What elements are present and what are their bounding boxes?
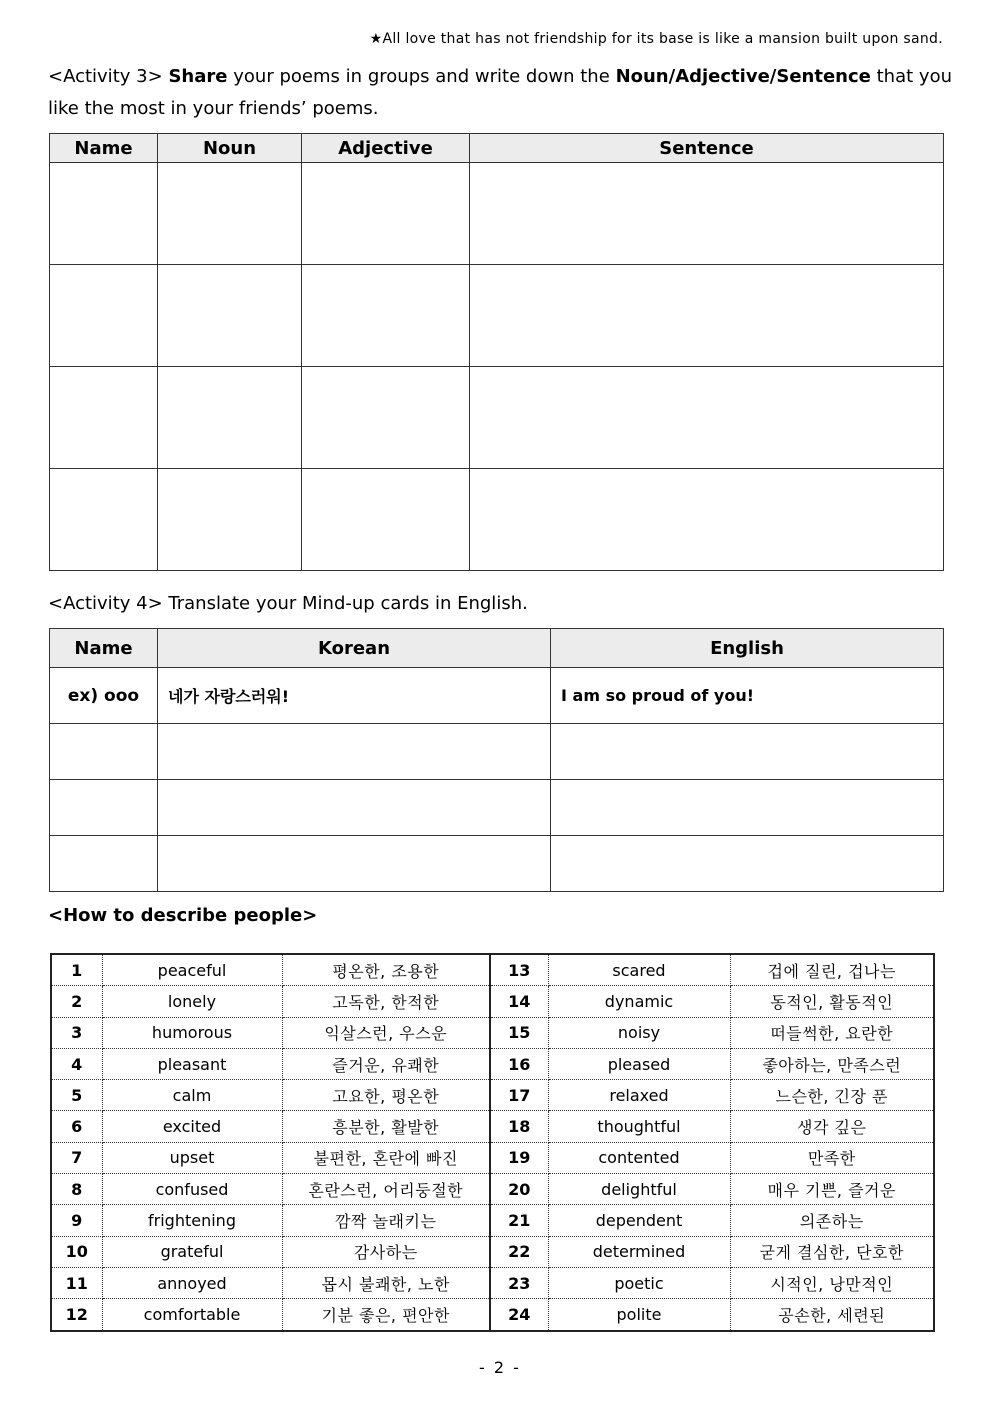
example-name: ex) ooo bbox=[50, 668, 158, 724]
activity-3-middle: your poems in groups and write down the bbox=[227, 66, 616, 87]
vocab-english: peaceful bbox=[102, 954, 282, 986]
header-korean: Korean bbox=[158, 629, 551, 668]
vocab-row bbox=[51, 1267, 934, 1298]
vocab-number: 16 bbox=[490, 1048, 548, 1079]
vocab-english: confused bbox=[102, 1174, 282, 1205]
vocab-english: annoyed bbox=[102, 1267, 282, 1298]
vocab-korean: 고요한, 평온한 bbox=[282, 1080, 490, 1111]
vocab-row bbox=[51, 954, 934, 986]
english-cell[interactable] bbox=[551, 780, 944, 836]
vocab-english: upset bbox=[102, 1142, 282, 1173]
activity-4-header-row bbox=[50, 629, 944, 668]
vocab-number: 15 bbox=[490, 1017, 548, 1048]
table-row bbox=[50, 469, 944, 571]
sentence-cell[interactable] bbox=[470, 367, 944, 469]
activity-3-prefix: <Activity 3> bbox=[48, 66, 169, 87]
table-row bbox=[50, 724, 944, 780]
activity-3-instruction bbox=[48, 61, 952, 125]
name-cell[interactable] bbox=[50, 836, 158, 892]
vocab-korean: 시적인, 낭만적인 bbox=[730, 1267, 934, 1298]
vocab-korean: 겁에 질린, 겁나는 bbox=[730, 954, 934, 986]
name-cell[interactable] bbox=[50, 724, 158, 780]
vocab-number: 20 bbox=[490, 1174, 548, 1205]
activity-3-suffix: that you like the most in your friends’ poems. bbox=[48, 66, 953, 119]
header-name: Name bbox=[50, 629, 158, 668]
vocab-korean: 매우 기쁜, 즐거운 bbox=[730, 1174, 934, 1205]
vocab-korean: 감사하는 bbox=[282, 1236, 490, 1267]
korean-cell[interactable] bbox=[158, 780, 551, 836]
vocab-korean: 익살스런, 우스운 bbox=[282, 1017, 490, 1048]
vocab-number: 3 bbox=[51, 1017, 102, 1048]
adjective-cell[interactable] bbox=[302, 265, 470, 367]
vocab-english: poetic bbox=[548, 1267, 730, 1298]
vocab-english: determined bbox=[548, 1236, 730, 1267]
sentence-cell[interactable] bbox=[470, 163, 944, 265]
korean-cell[interactable] bbox=[158, 836, 551, 892]
vocab-number: 7 bbox=[51, 1142, 102, 1173]
how-to-describe-title: <How to describe people> bbox=[48, 905, 318, 926]
vocab-number: 6 bbox=[51, 1111, 102, 1142]
vocab-row bbox=[51, 1205, 934, 1236]
vocab-row bbox=[51, 1299, 934, 1331]
table-row bbox=[50, 163, 944, 265]
vocabulary-table bbox=[50, 953, 935, 1332]
vocab-korean: 깜짝 놀래키는 bbox=[282, 1205, 490, 1236]
vocab-row bbox=[51, 1080, 934, 1111]
vocab-korean: 흥분한, 활발한 bbox=[282, 1111, 490, 1142]
noun-cell[interactable] bbox=[158, 163, 302, 265]
vocab-number: 1 bbox=[51, 954, 102, 986]
vocab-english: contented bbox=[548, 1142, 730, 1173]
header-name: Name bbox=[50, 134, 158, 163]
vocab-english: calm bbox=[102, 1080, 282, 1111]
vocab-english: lonely bbox=[102, 986, 282, 1017]
vocab-row bbox=[51, 1142, 934, 1173]
vocab-korean: 즐거운, 유쾌한 bbox=[282, 1048, 490, 1079]
vocab-row bbox=[51, 1111, 934, 1142]
sentence-cell[interactable] bbox=[470, 265, 944, 367]
vocab-english: delightful bbox=[548, 1174, 730, 1205]
example-row bbox=[50, 668, 944, 724]
korean-cell[interactable] bbox=[158, 724, 551, 780]
activity-3-header-row bbox=[50, 134, 944, 163]
vocab-number: 17 bbox=[490, 1080, 548, 1111]
name-cell[interactable] bbox=[50, 780, 158, 836]
vocab-english: dynamic bbox=[548, 986, 730, 1017]
english-cell[interactable] bbox=[551, 724, 944, 780]
adjective-cell[interactable] bbox=[302, 163, 470, 265]
vocab-row bbox=[51, 1236, 934, 1267]
name-cell[interactable] bbox=[50, 367, 158, 469]
vocab-number: 5 bbox=[51, 1080, 102, 1111]
vocab-korean: 만족한 bbox=[730, 1142, 934, 1173]
vocab-korean: 공손한, 세련된 bbox=[778, 1305, 886, 1325]
vocab-number: 22 bbox=[490, 1236, 548, 1267]
vocab-korean: 동적인, 활동적인 bbox=[730, 986, 934, 1017]
vocab-number: 8 bbox=[51, 1174, 102, 1205]
activity-3-share: Share bbox=[168, 66, 228, 87]
vocab-number: 2 bbox=[51, 986, 102, 1017]
activity-3-bold-target: Noun/Adjective/Sentence bbox=[615, 66, 871, 87]
page-number: - 2 - bbox=[479, 1358, 521, 1377]
vocab-english: pleased bbox=[548, 1048, 730, 1079]
activity-4-table bbox=[49, 628, 944, 892]
vocab-korean: 굳게 결심한, 단호한 bbox=[730, 1236, 934, 1267]
header-noun: Noun bbox=[158, 134, 302, 163]
noun-cell[interactable] bbox=[158, 367, 302, 469]
vocab-english: frightening bbox=[102, 1205, 282, 1236]
vocabulary-body bbox=[51, 954, 934, 1331]
vocab-korean: 불편한, 혼란에 빠진 bbox=[282, 1142, 490, 1173]
vocab-english: excited bbox=[102, 1111, 282, 1142]
vocab-english: noisy bbox=[548, 1017, 730, 1048]
name-cell[interactable] bbox=[50, 265, 158, 367]
vocab-english: scared bbox=[548, 954, 730, 986]
header-adjective: Adjective bbox=[302, 134, 470, 163]
activity-3-table bbox=[49, 133, 944, 571]
vocab-english: pleasant bbox=[102, 1048, 282, 1079]
vocab-number: 24 bbox=[490, 1299, 548, 1331]
table-row bbox=[50, 265, 944, 367]
vocab-korean: 몹시 불쾌한, 노한 bbox=[282, 1267, 490, 1298]
table-row bbox=[50, 367, 944, 469]
vocab-number: 18 bbox=[490, 1111, 548, 1142]
table-row bbox=[50, 780, 944, 836]
vocab-korean: 혼란스런, 어리둥절한 bbox=[282, 1174, 490, 1205]
noun-cell[interactable] bbox=[158, 469, 302, 571]
activity-4-instruction: <Activity 4> Translate your Mind-up cards in English. bbox=[48, 593, 528, 614]
vocab-korean: 평온한, 조용한 bbox=[282, 954, 490, 986]
adjective-cell[interactable] bbox=[302, 469, 470, 571]
vocab-number: 23 bbox=[490, 1267, 548, 1298]
vocab-korean: 좋아하는, 만족스런 bbox=[730, 1048, 934, 1079]
example-korean: 네가 자랑스러워! bbox=[158, 668, 551, 724]
example-english: I am so proud of you! bbox=[551, 668, 944, 724]
sentence-cell[interactable] bbox=[470, 469, 944, 571]
vocab-row bbox=[51, 1174, 934, 1205]
header-sentence: Sentence bbox=[470, 134, 944, 163]
name-cell[interactable] bbox=[50, 469, 158, 571]
vocab-number: 14 bbox=[490, 986, 548, 1017]
vocab-row bbox=[51, 986, 934, 1017]
vocab-korean: 느슨한, 긴장 푼 bbox=[730, 1080, 934, 1111]
vocab-row bbox=[51, 1048, 934, 1079]
vocab-number: 9 bbox=[51, 1205, 102, 1236]
vocab-number: 21 bbox=[490, 1205, 548, 1236]
vocab-number: 11 bbox=[51, 1267, 102, 1298]
vocab-number: 12 bbox=[51, 1299, 102, 1331]
vocab-number: 13 bbox=[490, 954, 548, 986]
vocab-english: humorous bbox=[102, 1017, 282, 1048]
header-quote: ★All love that has not friendship for its base is like a mansion built upon sand. bbox=[369, 31, 943, 47]
vocab-number: 10 bbox=[51, 1236, 102, 1267]
vocab-english: relaxed bbox=[548, 1080, 730, 1111]
header-english: English bbox=[551, 629, 944, 668]
vocab-row bbox=[51, 1017, 934, 1048]
name-cell[interactable] bbox=[50, 163, 158, 265]
vocab-english: grateful bbox=[102, 1236, 282, 1267]
english-cell[interactable] bbox=[551, 836, 944, 892]
vocab-number: 19 bbox=[490, 1142, 548, 1173]
vocab-korean: 생각 깊은 bbox=[730, 1111, 934, 1142]
vocab-korean: 떠들썩한, 요란한 bbox=[730, 1017, 934, 1048]
vocab-english: polite bbox=[548, 1299, 730, 1331]
vocab-korean: 의존하는 bbox=[730, 1205, 934, 1236]
vocab-english: thoughtful bbox=[548, 1111, 730, 1142]
vocab-english: comfortable bbox=[102, 1299, 282, 1331]
noun-cell[interactable] bbox=[158, 265, 302, 367]
vocab-korean: 고독한, 한적한 bbox=[282, 986, 490, 1017]
adjective-cell[interactable] bbox=[302, 367, 470, 469]
vocab-korean: 기분 좋은, 편안한 bbox=[282, 1299, 490, 1331]
vocab-english: dependent bbox=[548, 1205, 730, 1236]
table-row bbox=[50, 836, 944, 892]
vocab-number: 4 bbox=[51, 1048, 102, 1079]
